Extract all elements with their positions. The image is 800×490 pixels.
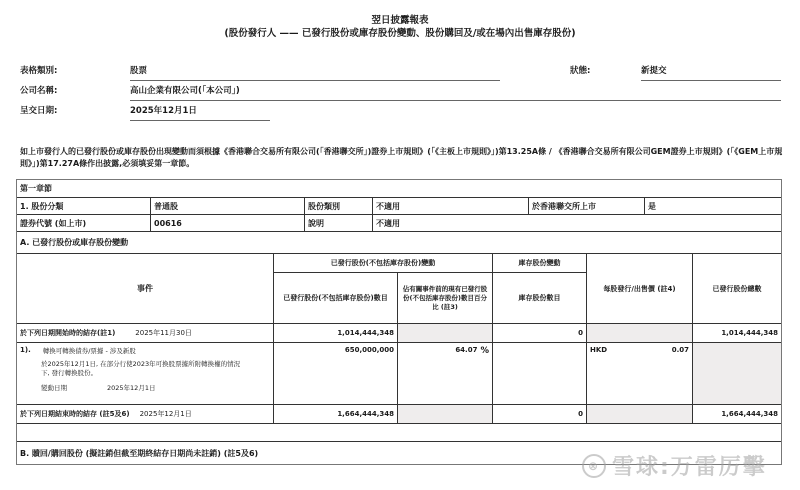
company-value: 高山企業有限公司(「本公司」) — [130, 84, 781, 101]
closing-total: 1,664,444,348 — [721, 410, 778, 418]
form-type-value: 股票 — [130, 64, 500, 81]
share-type-label: 股份類別 — [305, 198, 373, 214]
closing-issued-count: 1,664,444,348 — [274, 405, 398, 423]
closing-price-empty — [587, 405, 693, 423]
opening-label-cell — [17, 324, 274, 342]
date-value: 2025年12月1日 — [130, 104, 270, 121]
header-treasury-group-label: 庫存股份變動 — [493, 254, 586, 273]
description-label: 說明 — [305, 215, 373, 231]
event1-price-cell — [587, 343, 693, 404]
event1-cell — [17, 343, 274, 404]
section1-title-row — [17, 180, 781, 198]
sectionB-title: B. 贖回/購回股份 (擬註銷但截至期終結存日期尚未註銷) (註5及6) — [20, 448, 259, 458]
event1-change-date-label: 變動日期 — [41, 384, 67, 392]
share-class-row — [17, 198, 781, 215]
company-label: 公司名稱: — [20, 86, 58, 96]
share-class-value: 普通股 — [151, 198, 305, 214]
listed-hk-label: 於香港聯交所上市 — [529, 198, 645, 214]
event1-pct-sign: % — [480, 346, 489, 356]
opening-issued-count: 1,014,444,348 — [274, 324, 398, 342]
event1-issued-pct: 64.07 — [455, 346, 478, 354]
date-label: 呈交日期: — [20, 106, 58, 116]
stock-code-row — [17, 215, 781, 232]
disclosure-table — [16, 179, 782, 465]
header-issued-count: 已發行股份(不包括庫存股份)數目 — [274, 273, 398, 323]
share-type-value: 不適用 — [373, 198, 529, 214]
opening-treasury-count: 0 — [493, 324, 587, 342]
event1-pct-cell — [398, 343, 493, 404]
opening-price-empty — [587, 324, 693, 342]
event1-treasury-empty — [493, 343, 587, 404]
event-row-1 — [17, 343, 781, 405]
stock-code-label: 證券代號 (如上市) — [17, 215, 151, 231]
spacer-row — [17, 424, 781, 442]
event1-price: 0.07 — [671, 346, 689, 354]
opening-label: 於下列日期開始時的結存(註1) — [20, 329, 116, 337]
listed-hk-value: 是 — [648, 201, 656, 211]
closing-label-cell — [17, 405, 274, 423]
closing-date: 2025年12月1日 — [139, 410, 192, 418]
intro-paragraph: 如上市發行人的已發行股份或庫存股份出現變動而須根據《香港聯合交易所有限公司(「香港聯交所」)證券上市規則》(「《主板上市規則》」)第13.25A條 / 《香港聯合交易所有限公司GEM證券上市規則》(「《GEM上市規則》」)第17.27A條作出披露,必須填妥第一章節。 — [20, 147, 783, 168]
sectionA-title-row — [17, 232, 781, 254]
event1-total-empty — [693, 343, 781, 404]
status-label: 狀態: — [570, 66, 591, 76]
report-title: 翌日披露報表 — [371, 15, 429, 26]
header-event: 事件 — [17, 254, 274, 323]
description-value: 不適用 — [376, 218, 400, 228]
stock-code-value: 00616 — [151, 215, 305, 231]
report-subtitle: (股份發行人 —— 已發行股份或庫存股份變動、股份購回及/或在場內出售庫存股份) — [224, 28, 576, 39]
header-price: 每股發行/出售價 (註4) — [587, 254, 693, 323]
event1-change-date — [41, 383, 155, 392]
event1-title: 轉換可轉換債券/票據 - 涉及新股 — [42, 347, 136, 355]
event1-change-date-value: 2025年12月1日 — [107, 384, 156, 392]
closing-label: 於下列日期結束時的結存 (註5及6) — [20, 410, 130, 418]
opening-total: 1,014,444,348 — [721, 329, 778, 337]
closing-pct-empty — [398, 405, 493, 423]
form-type-label: 表格類別: — [20, 66, 58, 76]
opening-balance-row — [17, 324, 781, 343]
watermark-text: 雪球:万雷厉擊 — [612, 455, 767, 480]
status-value: 新提交 — [641, 64, 781, 81]
closing-treasury-count: 0 — [493, 405, 587, 423]
sectionA-header-row — [17, 254, 781, 324]
closing-balance-row — [17, 405, 781, 424]
report-title-block — [0, 14, 800, 40]
snowball-logo-icon: ⊗ — [582, 454, 606, 478]
sectionA-title: A. 已發行股份或庫存股份變動 — [20, 238, 129, 247]
event1-heading — [20, 346, 136, 355]
event1-description: 於2025年12月1日, 在部分行使2023年可換股票據所附轉換權的情況下, 發行轉換股份。 — [41, 360, 241, 377]
header-total: 已發行股份總數 — [712, 284, 762, 293]
event1-issued-count: 650,000,000 — [274, 343, 398, 404]
section1-title: 第一章節 — [20, 184, 52, 193]
event1-number: 1). — [20, 346, 31, 354]
share-class-label: 1. 股份分類 — [17, 198, 151, 214]
header-issued-group — [274, 254, 493, 323]
header-issued-group-label: 已發行股份(不包括庫存股份)變動 — [274, 254, 492, 273]
header-issued-pct: 佔有關事件前的現有已發行股份(不包括庫存股份)數目百分比 (註3) — [402, 284, 488, 311]
opening-pct-empty — [398, 324, 493, 342]
watermark — [582, 450, 767, 481]
spacer-cell — [17, 424, 781, 441]
event1-currency: HKD — [590, 346, 608, 354]
header-treasury-count: 庫存股份數目 — [518, 294, 561, 302]
header-treasury-group — [493, 254, 587, 323]
opening-date: 2025年11月30日 — [135, 329, 192, 337]
